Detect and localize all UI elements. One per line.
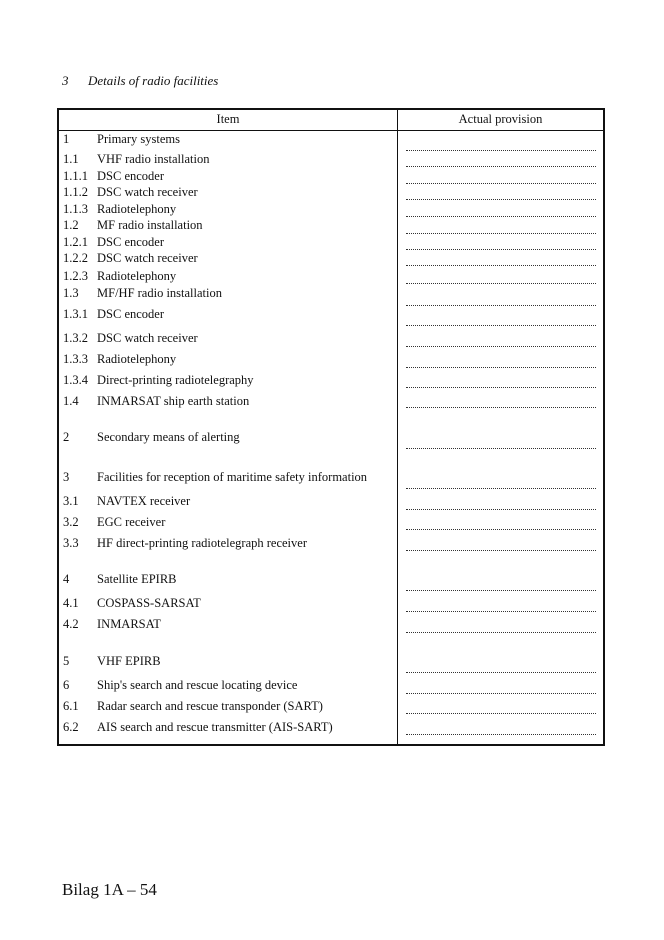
row-number: 1.1 bbox=[63, 152, 79, 166]
row-label: DSC watch receiver bbox=[97, 331, 198, 345]
table-row bbox=[63, 720, 333, 734]
table-row bbox=[63, 152, 210, 166]
provision-entry-line[interactable] bbox=[406, 150, 596, 151]
table-row bbox=[63, 430, 240, 444]
section-heading bbox=[62, 73, 218, 89]
provision-entry-line[interactable] bbox=[406, 734, 596, 735]
row-number: 6.1 bbox=[63, 699, 79, 713]
table-row bbox=[63, 515, 165, 529]
row-number: 2 bbox=[63, 430, 70, 444]
row-label: INMARSAT ship earth station bbox=[97, 394, 250, 408]
row-number: 5 bbox=[63, 654, 70, 668]
table-row bbox=[63, 394, 249, 408]
provision-entry-line[interactable] bbox=[406, 590, 596, 591]
column-header-provision: Actual provision bbox=[458, 112, 543, 126]
provision-entry-line[interactable] bbox=[406, 713, 596, 714]
row-number: 1.3.1 bbox=[63, 307, 88, 321]
row-label: DSC watch receiver bbox=[97, 251, 198, 265]
table-row bbox=[63, 235, 164, 249]
provision-entry-line[interactable] bbox=[406, 283, 596, 284]
row-number: 3.3 bbox=[63, 536, 79, 550]
table-row bbox=[63, 352, 176, 366]
row-label: Direct-printing radiotelegraphy bbox=[97, 373, 254, 387]
table-row bbox=[63, 536, 307, 550]
row-label: COSPASS-SARSAT bbox=[97, 596, 201, 610]
row-number: 1 bbox=[63, 132, 70, 146]
row-number: 3.2 bbox=[63, 515, 79, 529]
row-label: DSC watch receiver bbox=[97, 185, 198, 199]
provision-entry-line[interactable] bbox=[406, 488, 596, 489]
row-number: 1.1.1 bbox=[63, 169, 88, 183]
table-row bbox=[63, 169, 164, 183]
provision-entry-line[interactable] bbox=[406, 611, 596, 612]
provision-entry-line[interactable] bbox=[406, 305, 596, 306]
provision-entry-line[interactable] bbox=[406, 249, 596, 250]
row-number: 1.2 bbox=[63, 218, 79, 232]
table-row bbox=[63, 470, 367, 484]
row-label: HF direct-printing radiotelegraph receiver bbox=[97, 536, 307, 550]
row-label: DSC encoder bbox=[97, 169, 164, 183]
row-number: 6.2 bbox=[63, 720, 79, 734]
row-number: 1.1.2 bbox=[63, 185, 88, 199]
row-number: 1.1.3 bbox=[63, 202, 88, 216]
provision-entry-line[interactable] bbox=[406, 346, 596, 347]
provision-entry-line[interactable] bbox=[406, 216, 596, 217]
provision-entry-line[interactable] bbox=[406, 672, 596, 673]
row-number: 1.3 bbox=[63, 286, 79, 300]
provision-entry-line[interactable] bbox=[406, 367, 596, 368]
table-row bbox=[63, 331, 198, 345]
provision-entry-line[interactable] bbox=[406, 550, 596, 551]
column-header-item: Item bbox=[216, 112, 240, 126]
provision-entry-line[interactable] bbox=[406, 183, 596, 184]
table-row bbox=[63, 132, 180, 146]
provision-entry-line[interactable] bbox=[406, 529, 596, 530]
section-title: Details of radio facilities bbox=[88, 73, 219, 88]
row-label: Radiotelephony bbox=[97, 202, 177, 216]
page-footer: Bilag 1A – 54 bbox=[62, 880, 157, 899]
provision-entry-line[interactable] bbox=[406, 166, 596, 167]
row-label: INMARSAT bbox=[97, 617, 161, 631]
table-row bbox=[63, 185, 198, 199]
provision-entry-line[interactable] bbox=[406, 233, 596, 234]
row-number: 3.1 bbox=[63, 494, 79, 508]
provision-entry-line[interactable] bbox=[406, 407, 596, 408]
row-label: Ship's search and rescue locating device bbox=[97, 678, 298, 692]
table-row bbox=[63, 654, 161, 668]
row-label: VHF EPIRB bbox=[97, 654, 161, 668]
row-number: 1.2.2 bbox=[63, 251, 88, 265]
table-row bbox=[63, 218, 203, 232]
row-number: 1.2.1 bbox=[63, 235, 88, 249]
radio-facilities-table bbox=[57, 108, 605, 746]
row-label: Primary systems bbox=[97, 132, 180, 146]
table-row bbox=[63, 596, 201, 610]
section-number: 3 bbox=[62, 73, 69, 88]
table-row bbox=[63, 202, 176, 216]
row-number: 4 bbox=[63, 572, 70, 586]
row-label: AIS search and rescue transmitter (AIS-SART) bbox=[97, 720, 333, 734]
provision-entry-line[interactable] bbox=[406, 325, 596, 326]
row-label: Facilities for reception of maritime safety information bbox=[97, 470, 368, 484]
provision-entry-line[interactable] bbox=[406, 448, 596, 449]
table-row bbox=[63, 494, 190, 508]
row-label: DSC encoder bbox=[97, 235, 164, 249]
row-label: DSC encoder bbox=[97, 307, 164, 321]
row-number: 1.3.2 bbox=[63, 331, 88, 345]
row-label: MF/HF radio installation bbox=[97, 286, 222, 300]
table-row bbox=[63, 307, 164, 321]
table-header bbox=[59, 110, 603, 131]
row-label: MF radio installation bbox=[97, 218, 203, 232]
table-row bbox=[63, 699, 323, 713]
row-number: 1.2.3 bbox=[63, 269, 88, 283]
row-label: Radiotelephony bbox=[97, 352, 177, 366]
provision-entry-line[interactable] bbox=[406, 632, 596, 633]
column-divider bbox=[397, 110, 398, 744]
provision-entry-line[interactable] bbox=[406, 387, 596, 388]
row-label: Satellite EPIRB bbox=[97, 572, 177, 586]
provision-entry-line[interactable] bbox=[406, 265, 596, 266]
row-label: VHF radio installation bbox=[97, 152, 210, 166]
row-label: NAVTEX receiver bbox=[97, 494, 191, 508]
table-row bbox=[63, 269, 176, 283]
row-number: 1.3.4 bbox=[63, 373, 88, 387]
row-number: 1.3.3 bbox=[63, 352, 88, 366]
table-row bbox=[63, 373, 254, 387]
table-row bbox=[63, 617, 161, 631]
provision-entry-line[interactable] bbox=[406, 199, 596, 200]
row-label: Radiotelephony bbox=[97, 269, 177, 283]
row-label: Secondary means of alerting bbox=[97, 430, 240, 444]
row-number: 4.1 bbox=[63, 596, 79, 610]
row-number: 1.4 bbox=[63, 394, 79, 408]
row-number: 4.2 bbox=[63, 617, 79, 631]
provision-entry-line[interactable] bbox=[406, 693, 596, 694]
table-row bbox=[63, 286, 222, 300]
row-number: 6 bbox=[63, 678, 70, 692]
table-row bbox=[63, 572, 177, 586]
provision-entry-line[interactable] bbox=[406, 509, 596, 510]
row-label: Radar search and rescue transponder (SART) bbox=[97, 699, 323, 713]
row-label: EGC receiver bbox=[97, 515, 166, 529]
table-row bbox=[63, 251, 198, 265]
row-number: 3 bbox=[63, 470, 70, 484]
table-row bbox=[63, 678, 297, 692]
